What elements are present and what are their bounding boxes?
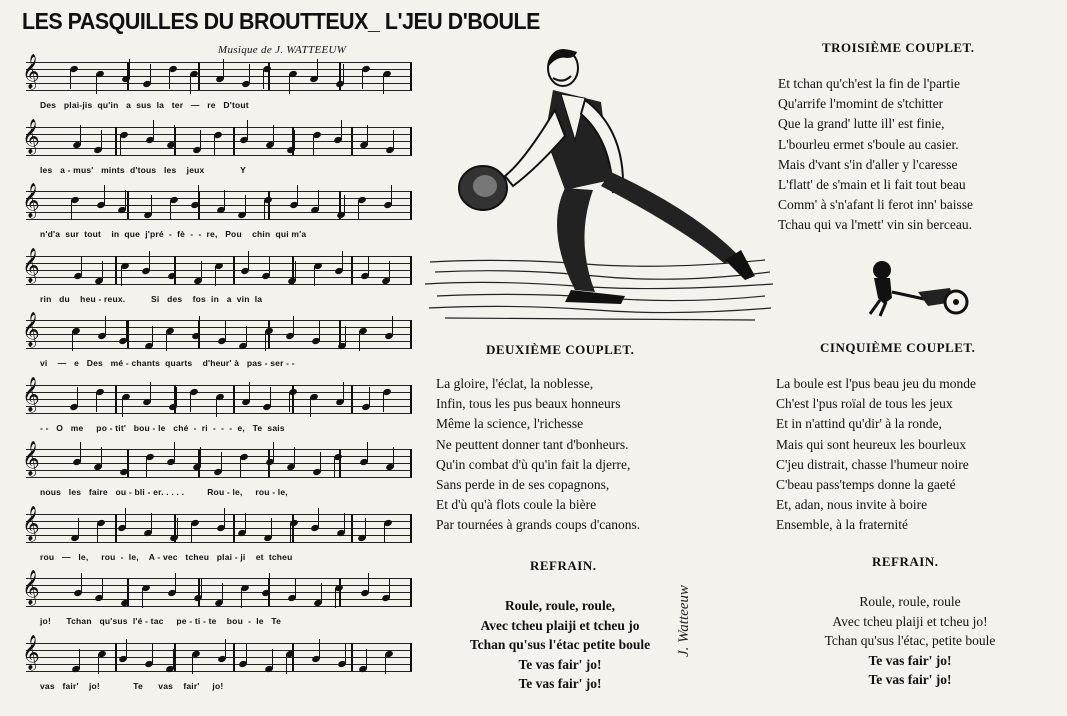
- note-stem: [128, 583, 129, 603]
- treble-clef-icon: 𝄞: [22, 312, 40, 347]
- note-stem: [320, 452, 321, 472]
- score-lyric-line: jo! Tchan qu'sus l'é - tac pe - ti - te bou - le Te: [40, 616, 282, 626]
- note-stem: [318, 190, 319, 210]
- bar-line: [410, 127, 412, 155]
- note-stem: [71, 200, 72, 220]
- note-stem: [175, 573, 176, 593]
- note-stem: [343, 382, 344, 402]
- bar-line: [410, 191, 412, 219]
- verse-line: Même la science, l'richesse: [436, 416, 584, 432]
- music-staff: [22, 183, 412, 219]
- note-stem: [269, 573, 270, 593]
- note-stem: [225, 321, 226, 341]
- verse-line: Sans perde in de ses copagnons,: [436, 477, 610, 493]
- bar-line: [351, 256, 353, 284]
- refrain-line: Tchan qu'sus l'étac, petite boule: [824, 633, 996, 648]
- note-stem: [391, 185, 392, 205]
- refrain-heading-center: REFRAIN.: [530, 558, 597, 573]
- note-stem: [393, 130, 394, 150]
- note-stem: [77, 387, 78, 407]
- note-stem: [126, 321, 127, 341]
- refrain-heading-right: REFRAIN.: [872, 554, 939, 569]
- bar-line: [410, 320, 412, 348]
- note-stem: [383, 392, 384, 412]
- note-stem: [78, 518, 79, 538]
- note-stem: [295, 578, 296, 598]
- note-stem: [240, 457, 241, 477]
- note-stem: [318, 508, 319, 528]
- score-lyric-line: - - O me po - tit' bou - le ché - ri - - - e, Te sais: [40, 422, 285, 433]
- cinquieme-couplet-heading: CINQUIÈME COUPLET.: [820, 340, 976, 355]
- treble-clef-icon: 𝄞: [22, 570, 40, 605]
- bar-line: [115, 643, 117, 671]
- bar-line: [351, 385, 353, 413]
- note-stem: [385, 654, 386, 674]
- note-stem: [341, 120, 342, 140]
- note-stem: [289, 392, 290, 412]
- note-stem: [249, 382, 250, 402]
- note-stem: [343, 64, 344, 84]
- score-lyric-line: vas fair' jo! Te vas fair' jo!: [40, 680, 224, 691]
- troisieme-couplet-heading: TROISIÈME COUPLET.: [822, 40, 975, 55]
- note-stem: [126, 639, 127, 659]
- note-stem: [81, 256, 82, 276]
- note-stem: [152, 326, 153, 346]
- treble-clef-icon: 𝄞: [22, 376, 40, 412]
- bar-line: [127, 191, 129, 219]
- verse-line: L'flatt' de s'main et li fait tout beau: [778, 177, 966, 193]
- note-stem: [313, 135, 314, 155]
- refrain-line: Avec tcheu plaiji et tcheu jo: [480, 617, 640, 633]
- note-stem: [367, 125, 368, 145]
- note-stem: [362, 69, 363, 89]
- note-stem: [151, 195, 152, 215]
- note-stem: [104, 185, 105, 205]
- refrain-line: Tchan qu'sus l'étac petite boule: [469, 637, 651, 652]
- note-stem: [101, 130, 102, 150]
- verse-line: Ensemble, à la fraternité: [776, 517, 908, 533]
- note-stem: [293, 316, 294, 336]
- bar-line: [233, 514, 235, 542]
- music-staff: [22, 312, 412, 348]
- note-stem: [294, 130, 295, 150]
- verse-line: C'jeu distrait, chasse l'humeur noire: [776, 456, 969, 472]
- note-stem: [393, 447, 394, 467]
- bar-line: [268, 191, 270, 219]
- bar-line: [233, 643, 235, 671]
- note-stem: [335, 588, 336, 608]
- note-stem: [190, 74, 191, 94]
- bar-line: [115, 514, 117, 542]
- bar-line: [174, 643, 176, 671]
- score-lyric-line: rou — le, rou - le, A - vec tcheu plai - ji et tcheu: [40, 551, 293, 562]
- score-lyric-line: n'd'a sur tout in que j'pré - fè - - re, Pou chin qui m'a: [40, 229, 307, 239]
- note-stem: [177, 518, 178, 538]
- music-staff: [22, 376, 412, 413]
- note-stem: [152, 644, 153, 664]
- treble-clef-icon: 𝄞: [22, 54, 40, 89]
- note-stem: [190, 392, 191, 412]
- note-stem: [365, 518, 366, 538]
- small-barrow-figure: [858, 258, 970, 318]
- note-stem: [246, 326, 247, 346]
- refrain-line: Te vas fair' jo!: [868, 652, 952, 668]
- note-stem: [98, 654, 99, 674]
- note-stem: [241, 588, 242, 608]
- note-stem: [392, 316, 393, 336]
- verse-line: L'bourleu ermet s'boule au casier.: [778, 136, 959, 152]
- refrain-line: Te vas fair' jo!: [518, 656, 602, 672]
- note-stem: [216, 397, 217, 417]
- note-stem: [367, 442, 368, 462]
- note-stem: [192, 654, 193, 674]
- note-stem: [224, 508, 225, 528]
- note-stem: [129, 59, 130, 79]
- note-stem: [273, 442, 274, 462]
- bar-line: [410, 256, 412, 284]
- bar-line: [410, 62, 412, 90]
- bar-line: [233, 256, 235, 284]
- verse-line: La boule est l'pus beau jeu du monde: [776, 376, 977, 391]
- bar-line: [351, 514, 353, 542]
- note-stem: [389, 261, 390, 281]
- refrain-center-text: [440, 596, 680, 694]
- note-stem: [102, 578, 103, 598]
- note-stem: [334, 457, 335, 477]
- note-stem: [214, 135, 215, 155]
- note-stem: [125, 190, 126, 210]
- note-stem: [263, 69, 264, 89]
- note-stem: [175, 256, 176, 276]
- note-stem: [173, 649, 174, 669]
- verse-line: Qu'in combat d'ù qu'in fait la djerre,: [436, 456, 631, 472]
- note-stem: [344, 195, 345, 215]
- note-stem: [121, 266, 122, 286]
- note-stem: [264, 200, 265, 220]
- note-stem: [368, 573, 369, 593]
- note-stem: [314, 266, 315, 286]
- note-stem: [70, 69, 71, 89]
- bar-line: [233, 127, 235, 155]
- bar-line: [410, 643, 412, 671]
- note-stem: [317, 59, 318, 79]
- note-stem: [79, 649, 80, 669]
- bar-line: [410, 514, 412, 542]
- note-stem: [248, 251, 249, 271]
- refrain-line: Roule, roule, roule: [859, 594, 961, 609]
- composer-signature: J. Watteeuw: [676, 585, 692, 657]
- note-stem: [270, 387, 271, 407]
- verse-line: Comm' à s'n'afant li ferot inn' baisse: [778, 197, 973, 213]
- note-stem: [345, 644, 346, 664]
- verse-line: Et d'ù qu'à flots coule la bière: [436, 497, 597, 513]
- note-stem: [289, 74, 290, 94]
- note-stem: [150, 64, 151, 84]
- music-staff: [22, 570, 412, 606]
- note-stem: [265, 331, 266, 351]
- bar-line: [410, 385, 412, 413]
- troisieme-couplet-text: [778, 74, 973, 236]
- note-stem: [369, 387, 370, 407]
- music-staff: [22, 505, 412, 542]
- score-lyric-line: vi — e Des mé - chants quarts d'heur' à pas - ser - -: [40, 358, 295, 368]
- note-stem: [127, 452, 128, 472]
- verse-line: Mais d'vant s'in d'aller y l'caresse: [778, 156, 958, 172]
- note-stem: [245, 195, 246, 215]
- note-stem: [96, 74, 97, 94]
- music-staff: [22, 54, 412, 90]
- note-stem: [384, 523, 385, 543]
- bar-line: [127, 320, 129, 348]
- note-stem: [198, 185, 199, 205]
- note-stem: [102, 261, 103, 281]
- music-staff: [22, 247, 412, 284]
- bar-line: [115, 385, 117, 413]
- note-stem: [199, 316, 200, 336]
- note-stem: [222, 583, 223, 603]
- treble-clef-icon: 𝄞: [22, 441, 40, 476]
- note-stem: [122, 397, 123, 417]
- music-staff: [22, 441, 412, 477]
- note-stem: [81, 573, 82, 593]
- note-stem: [191, 523, 192, 543]
- verse-line: La gloire, l'éclat, la noblesse,: [436, 376, 594, 391]
- note-stem: [151, 513, 152, 533]
- note-stem: [174, 442, 175, 462]
- bowler-illustration: [425, 40, 775, 330]
- note-stem: [319, 321, 320, 341]
- verse-line: C'beau pass'temps donne la gaeté: [776, 477, 956, 493]
- note-stem: [321, 583, 322, 603]
- note-stem: [245, 513, 246, 533]
- refrain-line: Te vas fair' jo!: [868, 672, 952, 687]
- note-stem: [125, 508, 126, 528]
- score-lyric-line: rin du heu - reux. Si des fos in a vin la: [40, 293, 263, 304]
- bar-line: [351, 643, 353, 671]
- note-stem: [201, 578, 202, 598]
- note-stem: [249, 64, 250, 84]
- ground-hatching: [425, 260, 773, 320]
- note-stem: [105, 316, 106, 336]
- music-credit: Musique de J. WATTEEUW: [218, 44, 347, 56]
- score-lyric-line: les a - mus' mints d'tous les jeux Y: [40, 164, 247, 175]
- cinquieme-couplet-text: [776, 374, 976, 536]
- deuxieme-couplet-heading: DEUXIÈME COUPLET.: [486, 342, 635, 357]
- note-stem: [383, 74, 384, 94]
- verse-line: Et tchan qu'ch'est la fin de l'partie: [778, 76, 960, 91]
- note-stem: [295, 261, 296, 281]
- bar-line: [351, 127, 353, 155]
- note-stem: [200, 447, 201, 467]
- note-stem: [96, 392, 97, 412]
- bar-line: [410, 449, 412, 477]
- note-stem: [368, 256, 369, 276]
- score-lyric-line: Des plai-jis qu'in a sus la ter — re D'tout: [40, 100, 249, 110]
- note-stem: [80, 442, 81, 462]
- note-stem: [269, 256, 270, 276]
- note-stem: [286, 654, 287, 674]
- verse-line: Infin, tous les pus beaux honneurs: [436, 396, 621, 412]
- verse-line: Par tournées à grands coups d'canons.: [436, 517, 641, 533]
- note-stem: [153, 120, 154, 140]
- note-stem: [201, 261, 202, 281]
- verse-line: Mais qui sont heureux les bourleux: [776, 436, 967, 452]
- note-stem: [72, 331, 73, 351]
- note-stem: [342, 251, 343, 271]
- note-stem: [223, 59, 224, 79]
- refrain-right-text: [780, 592, 1040, 690]
- note-stem: [366, 649, 367, 669]
- music-staff: [22, 118, 412, 155]
- note-stem: [389, 578, 390, 598]
- note-stem: [294, 447, 295, 467]
- note-stem: [146, 457, 147, 477]
- note-stem: [174, 125, 175, 145]
- bar-line: [198, 578, 200, 606]
- note-stem: [271, 518, 272, 538]
- note-stem: [97, 523, 98, 543]
- refrain-line: Roule, roule, roule,: [504, 598, 616, 613]
- verse-line: Ne peuttent donner tant d'bonheurs.: [436, 436, 629, 452]
- verse-line: Qu'arrife l'momint de s'tchitter: [778, 96, 944, 112]
- note-stem: [290, 523, 291, 543]
- bar-line: [292, 514, 294, 542]
- bar-line: [292, 643, 294, 671]
- refrain-line: Te vas fair' jo!: [518, 676, 602, 691]
- note-stem: [169, 69, 170, 89]
- treble-clef-icon: 𝄞: [22, 118, 40, 154]
- treble-clef-icon: 𝄞: [22, 183, 40, 218]
- note-stem: [215, 266, 216, 286]
- treble-clef-icon: 𝄞: [22, 634, 40, 670]
- verse-line: Et in n'attind qu'dir' à la ronde,: [776, 416, 942, 432]
- verse-line: Tchau qui va l'mett' vin sin berceau.: [778, 217, 972, 233]
- treble-clef-icon: 𝄞: [22, 247, 40, 283]
- note-stem: [273, 125, 274, 145]
- note-stem: [120, 135, 121, 155]
- bar-line: [233, 385, 235, 413]
- refrain-line: Avec tcheu plaiji et tcheu jo!: [832, 613, 988, 629]
- note-stem: [224, 190, 225, 210]
- note-stem: [200, 130, 201, 150]
- treble-clef-icon: 𝄞: [22, 505, 40, 541]
- note-stem: [297, 185, 298, 205]
- note-stem: [358, 200, 359, 220]
- score-lyric-line: nous les faire ou - bli - er. . . . . Rou - le, rou - le,: [40, 487, 288, 497]
- music-staff: [22, 634, 412, 671]
- bar-line: [115, 127, 117, 155]
- verse-line: Et, adan, nous invite à boire: [776, 497, 928, 513]
- note-stem: [310, 397, 311, 417]
- verse-line: Que la grand' lutte ill' est finie,: [778, 116, 945, 132]
- verse-line: Ch'est l'pus roïal de tous les jeux: [776, 396, 953, 412]
- note-stem: [176, 387, 177, 407]
- note-stem: [247, 120, 248, 140]
- bar-line: [198, 62, 200, 90]
- note-stem: [319, 639, 320, 659]
- bar-line: [115, 256, 117, 284]
- note-stem: [221, 452, 222, 472]
- note-stem: [225, 639, 226, 659]
- bar-line: [410, 578, 412, 606]
- note-stem: [344, 513, 345, 533]
- page-title: LES PASQUILLES DU BROUTTEUX_ L'JEU D'BOULE: [22, 8, 540, 34]
- note-stem: [359, 331, 360, 351]
- note-stem: [142, 588, 143, 608]
- note-stem: [101, 447, 102, 467]
- note-stem: [272, 649, 273, 669]
- note-stem: [246, 644, 247, 664]
- note-stem: [170, 200, 171, 220]
- note-stem: [80, 125, 81, 145]
- deuxieme-couplet-text: [436, 374, 640, 536]
- bar-line: [339, 578, 341, 606]
- note-stem: [345, 326, 346, 346]
- note-stem: [150, 382, 151, 402]
- note-stem: [166, 331, 167, 351]
- note-stem: [149, 251, 150, 271]
